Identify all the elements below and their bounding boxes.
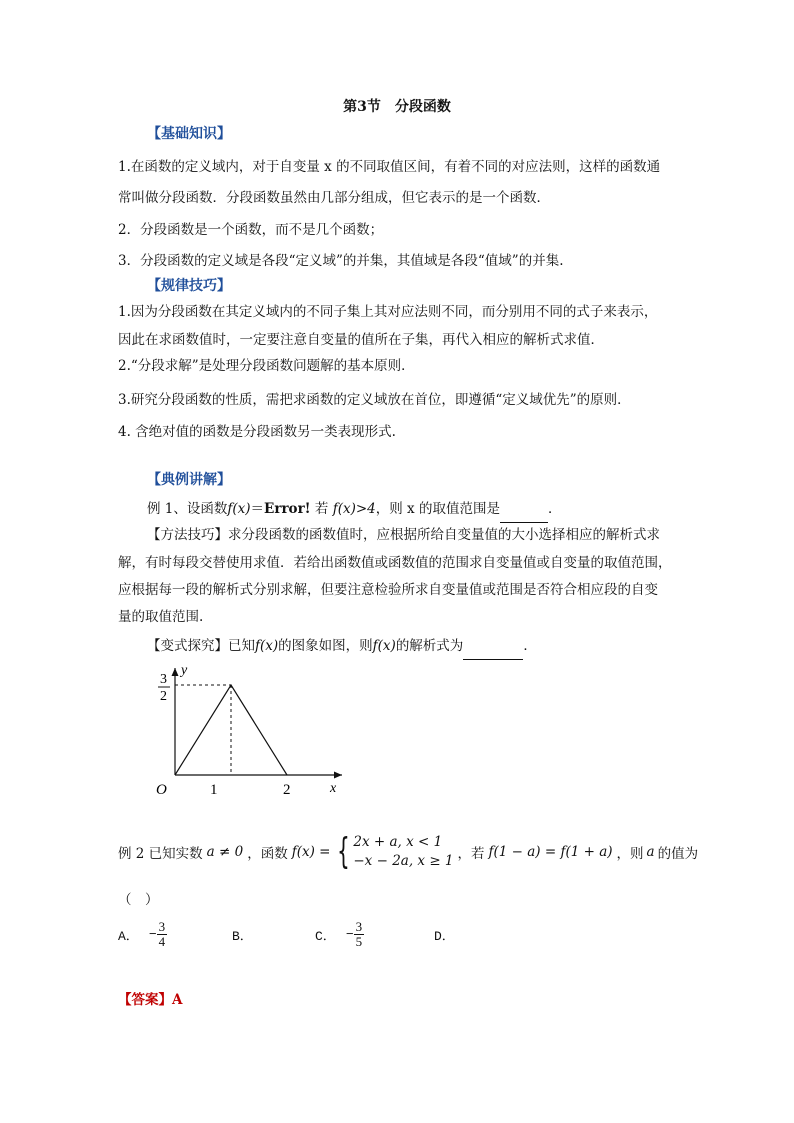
option-a-label: A． — [118, 929, 139, 944]
x-axis-arrow — [334, 772, 342, 779]
option-c-den: 5 — [355, 934, 363, 949]
example-2-mid: ，函数 — [247, 846, 288, 862]
option-c-fraction — [354, 920, 365, 949]
origin-label: O — [156, 782, 167, 798]
example-1-prefix: 例 1、设函数 — [147, 501, 228, 517]
x-axis-label: x — [330, 781, 337, 796]
piecewise-brace: { — [337, 831, 351, 872]
piecewise-cases — [353, 833, 453, 871]
y-axis-arrow — [172, 668, 179, 676]
option-b[interactable]: B． — [232, 929, 253, 944]
example-2-fx: f(x) = — [291, 844, 331, 860]
variant-prefix: 【变式探究】已知 — [147, 638, 255, 654]
y-axis-label: y — [181, 663, 188, 678]
variant-tail: 的解析式为 — [395, 638, 464, 654]
section-examples-heading: 【典例讲解】 — [147, 472, 231, 488]
option-c[interactable] — [315, 920, 364, 949]
basic-line-3: 2．分段函数是一个函数，而不是几个函数； — [118, 222, 384, 238]
option-a-den: 4 — [158, 934, 166, 949]
option-d[interactable]: D． — [434, 929, 455, 944]
option-a-num: 3 — [158, 919, 166, 934]
example-1-blank — [500, 496, 548, 523]
option-a-sign: − — [148, 927, 157, 942]
example-1-mid: 若 — [310, 501, 333, 517]
section-tips-heading: 【规律技巧】 — [147, 278, 231, 294]
option-c-num: 3 — [355, 919, 363, 934]
variant-mid: 的图象如图，则 — [278, 638, 373, 654]
method-line-4: 量的取值范围. — [118, 609, 204, 625]
function-graph — [150, 660, 350, 805]
example-2-mid2: ，若 — [457, 846, 485, 862]
option-a[interactable] — [118, 920, 167, 949]
answer-value: A — [172, 992, 183, 1008]
tips-line-3: 2.“分段求解”是处理分段函数问题解的基本原则． — [118, 358, 415, 374]
basic-line-4: 3．分段函数的定义域是各段“定义域”的并集，其值域是各段“值域”的并集. — [118, 253, 564, 269]
example-2-var: a — [646, 844, 655, 860]
answer-paren: （ ） — [118, 892, 159, 908]
y-tick-numerator: 3 — [160, 672, 167, 687]
example-1-end: ． — [547, 501, 562, 517]
variant-func-2: f(x) — [372, 638, 396, 654]
case-1: 2x + a, x < 1 — [353, 834, 443, 850]
case-2: −x − 2a, x ≥ 1 — [353, 853, 454, 869]
example-1-eq: ＝ — [250, 501, 265, 517]
basic-line-2: 常叫做分段函数．分段函数虽然由几部分组成，但它表示的是一个函数． — [118, 190, 550, 206]
method-line-3: 应根据每一段的解析式分别求解，但要注意检验所求自变量值或范围是否符合相应段的自变 — [118, 582, 658, 598]
variant-end: ． — [523, 638, 537, 654]
variant-func-1: f(x) — [255, 638, 279, 654]
option-c-sign: − — [345, 927, 354, 942]
example-1-tail: ，则 x 的取值范围是 — [375, 501, 500, 517]
method-line-2: 解，有时每段交替使用求值．若给出函数值或函数值的范围求自变量值或自变量的取值范围， — [118, 555, 672, 571]
answer — [118, 988, 182, 1008]
tips-line-4: 3.研究分段函数的性质，需把求函数的定义域放在首位，即遵循“定义域优先”的原则． — [118, 392, 631, 408]
example-2-equation: f(1 − a) = f(1 + a) — [488, 844, 613, 860]
tips-line-1: 1.因为分段函数在其定义域内的不同子集上其对应法则不同，而分别用不同的式子来表示， — [118, 304, 658, 320]
example-1 — [147, 496, 561, 523]
answer-label: 【答案】 — [118, 992, 172, 1008]
variant-question — [147, 633, 537, 660]
x-tick-label-2: 2 — [283, 782, 291, 798]
page-title: 第3节 分段函数 — [343, 99, 451, 115]
example-2-tail2: 的值为 — [657, 846, 699, 862]
example-2 — [118, 832, 698, 872]
example-2-tail: ，则 — [616, 846, 644, 862]
basic-line-1: 1.在函数的定义域内，对于自变量 x 的不同取值区间，有着不同的对应法则，这样的函数通 — [118, 159, 661, 175]
tips-line-2: 因此在求函数值时，一定要注意自变量的值所在子集，再代入相应的解析式求值． — [118, 332, 604, 348]
variant-blank — [463, 633, 523, 660]
y-tick-denominator: 2 — [160, 689, 167, 704]
example-1-cond: f(x)>4 — [332, 501, 376, 517]
example-2-cond: a ≠ 0 — [206, 844, 244, 860]
example-1-func: f(x) — [227, 501, 251, 517]
x-tick-label-1: 1 — [210, 782, 218, 798]
example-2-prefix: 例 2 已知实数 — [118, 846, 203, 862]
example-1-error: Error! — [264, 501, 311, 517]
option-a-fraction — [157, 920, 168, 949]
section-basic-heading: 【基础知识】 — [147, 126, 231, 142]
tips-line-5: 4. 含绝对值的函数是分段函数另一类表现形式. — [118, 424, 396, 440]
option-c-label: C． — [315, 929, 336, 944]
method-line-1: 【方法技巧】求分段函数的函数值时，应根据所给自变量值的大小选择相应的解析式求 — [147, 527, 660, 543]
